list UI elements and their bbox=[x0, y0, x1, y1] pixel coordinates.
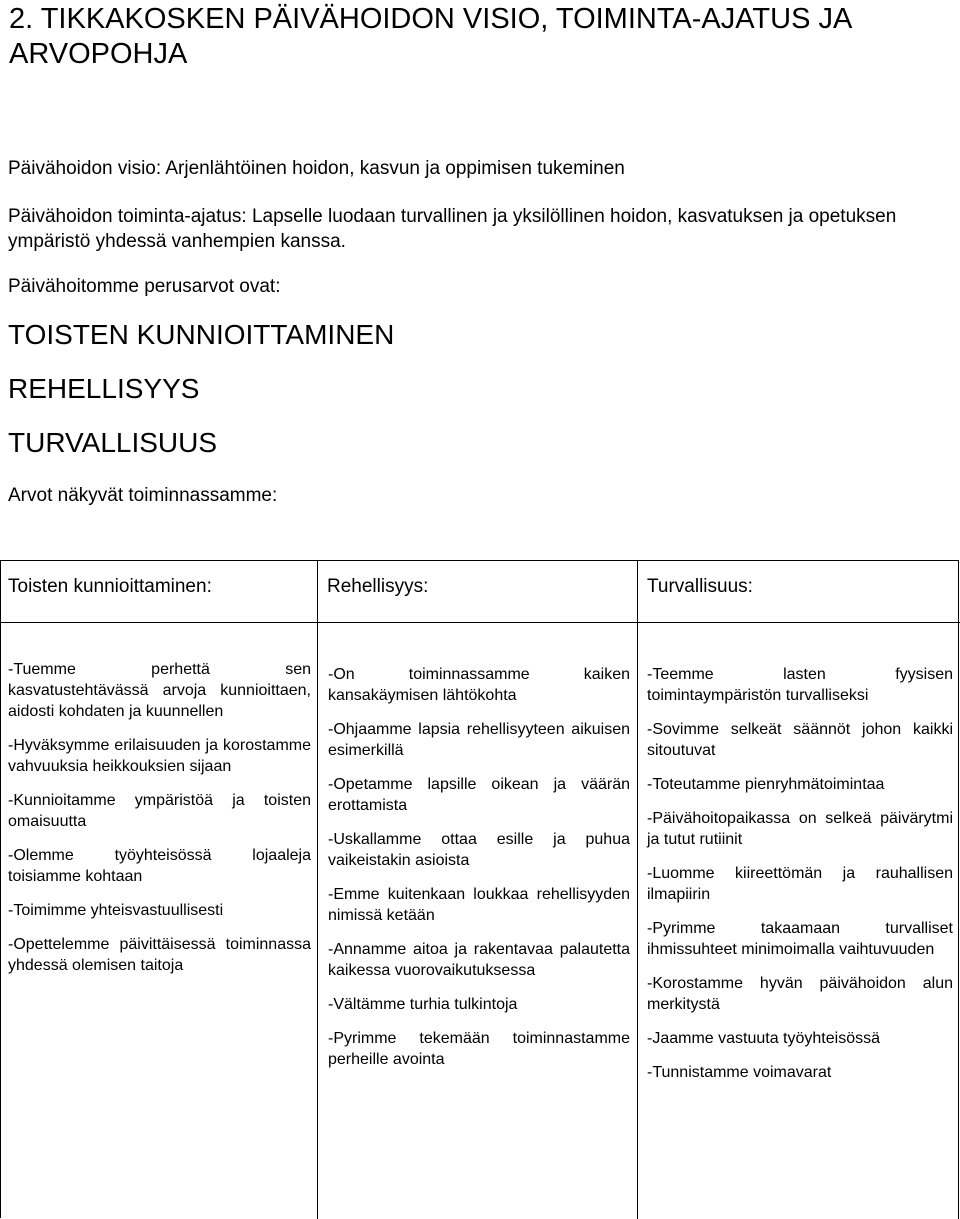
list-item: -Teemme lasten fyysisen toimintaympäristön turvalliseksi bbox=[647, 666, 953, 704]
values-intro: Päivähoitomme perusarvot ovat: bbox=[8, 276, 281, 297]
list-item: -Luomme kiireettömän ja rauhallisen ilmapiirin bbox=[647, 865, 953, 903]
list-item: -Uskallamme ottaa esille ja puhua vaikeistakin asioista bbox=[328, 831, 630, 869]
list-item: -Opettelemme päivittäisessä toiminnassa yhdessä olemisen taitoja bbox=[8, 936, 311, 974]
list-item: -Opetamme lapsille oikean ja väärän erottamista bbox=[328, 776, 630, 814]
header-safety: Turvallisuus: bbox=[647, 576, 753, 597]
list-item: -Vältämme turhia tulkintoja bbox=[328, 996, 518, 1013]
list-item: -Pyrimme takaamaan turvalliset ihmissuhteet minimoimalla vaihtuvuuden bbox=[647, 920, 953, 958]
visible-intro: Arvot näkyvät toiminnassamme: bbox=[8, 485, 278, 506]
table-divider bbox=[637, 560, 638, 1219]
list-item: -Päivähoitopaikassa on selkeä päivärytmi ja tutut rutiinit bbox=[647, 810, 953, 848]
vision-text: Päivähoidon visio: Arjenlähtöinen hoidon, kasvun ja oppimisen tukeminen bbox=[8, 158, 625, 179]
list-item: -Pyrimme tekemään toiminnastamme perheille avointa bbox=[328, 1030, 630, 1068]
list-item: -Toimimme yhteisvastuullisesti bbox=[8, 902, 224, 919]
value-respect: TOISTEN KUNNIOITTAMINEN bbox=[8, 319, 395, 350]
column-respect bbox=[8, 659, 311, 989]
table-header-rule bbox=[0, 622, 960, 623]
list-item: -Tunnistamme voimavarat bbox=[647, 1064, 832, 1081]
table-divider bbox=[958, 560, 959, 1219]
list-item: -Korostamme hyvän päivähoidon alun merkitystä bbox=[647, 975, 953, 1013]
list-item: -Jaamme vastuuta työyhteisössä bbox=[647, 1030, 880, 1047]
list-item: -Tuemme perhettä sen kasvatustehtävässä arvoja kunnioittaen, aidosti kohdaten ja kuunnellen bbox=[8, 661, 311, 720]
column-safety bbox=[647, 664, 953, 1096]
header-respect: Toisten kunnioittaminen: bbox=[8, 576, 212, 597]
list-item: -Toteutamme pienryhmätoimintaa bbox=[647, 776, 885, 793]
mission-text: Päivähoidon toiminta-ajatus: Lapselle luodaan turvallinen ja yksilöllinen hoidon, kasvatuksen ja opetuksen ympäristö yhdessä vanhempien kanssa. bbox=[8, 206, 897, 252]
page-heading: 2. TIKKAKOSKEN PÄIVÄHOIDON VISIO, TOIMINTA-AJATUS JA ARVOPOHJA bbox=[9, 3, 851, 70]
list-item: -Ohjaamme lapsia rehellisyyteen aikuisen esimerkillä bbox=[328, 721, 630, 759]
list-item: -Olemme työyhteisössä lojaaleja toisiamme kohtaan bbox=[8, 847, 311, 885]
column-honesty bbox=[328, 664, 630, 1083]
value-honesty: REHELLISYYS bbox=[8, 373, 200, 404]
list-item: -Emme kuitenkaan loukkaa rehellisyyden nimissä ketään bbox=[328, 886, 630, 924]
list-item: -On toiminnassamme kaiken kansakäymisen lähtökohta bbox=[328, 666, 630, 704]
list-item: -Hyväksymme erilaisuuden ja korostamme vahvuuksia heikkouksien sijaan bbox=[8, 737, 311, 775]
header-honesty: Rehellisyys: bbox=[327, 576, 429, 597]
table-divider bbox=[317, 560, 318, 1219]
list-item: -Kunnioitamme ympäristöä ja toisten omaisuutta bbox=[8, 792, 311, 830]
value-safety: TURVALLISUUS bbox=[8, 427, 218, 458]
list-item: -Sovimme selkeät säännöt johon kaikki sitoutuvat bbox=[647, 721, 953, 759]
list-item: -Annamme aitoa ja rakentavaa palautetta kaikessa vuorovaikutuksessa bbox=[328, 941, 630, 979]
